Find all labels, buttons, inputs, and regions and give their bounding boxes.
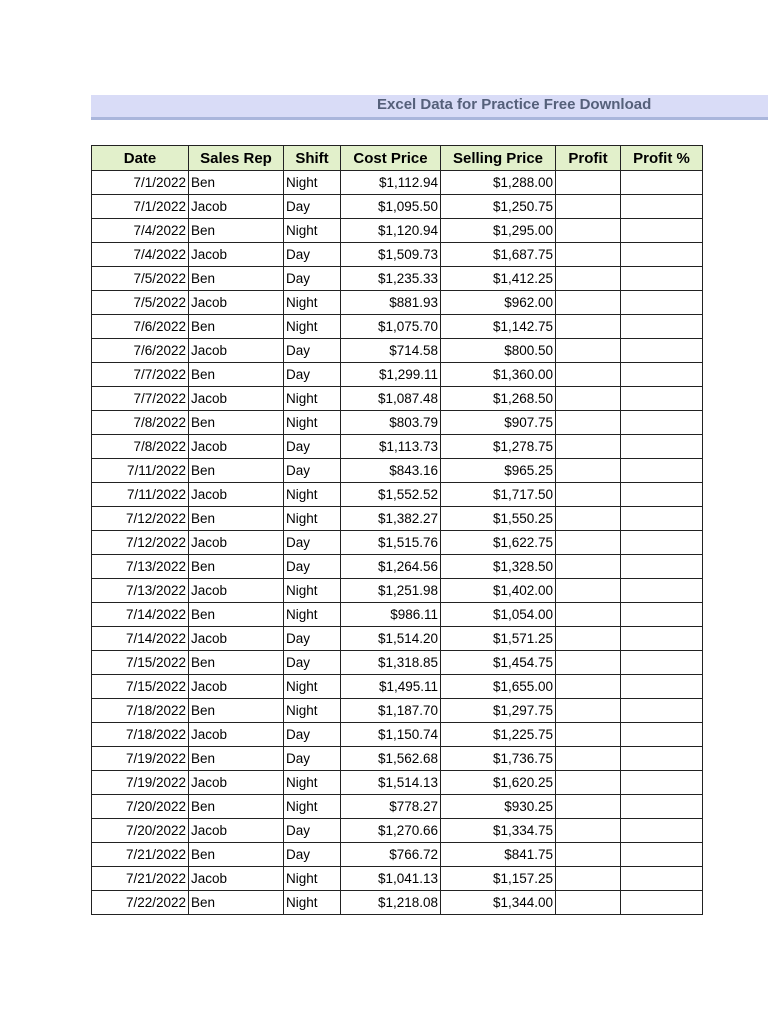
sales-rep-cell[interactable]: Ben (189, 843, 284, 867)
date-cell[interactable]: 7/11/2022 (92, 483, 189, 507)
profit-percent-cell[interactable] (621, 531, 703, 555)
shift-cell[interactable]: Night (284, 387, 341, 411)
selling-price-cell[interactable]: $1,250.75 (441, 195, 556, 219)
table-row (92, 891, 703, 915)
sales-rep-cell[interactable]: Jacob (189, 819, 284, 843)
date-cell[interactable]: 7/21/2022 (92, 867, 189, 891)
sales-rep-cell[interactable]: Jacob (189, 435, 284, 459)
header-selling-price[interactable]: Selling Price (441, 146, 556, 171)
date-cell[interactable]: 7/4/2022 (92, 243, 189, 267)
profit-cell[interactable] (556, 747, 621, 771)
profit-percent-cell[interactable] (621, 891, 703, 915)
profit-percent-cell[interactable] (621, 507, 703, 531)
selling-price-cell[interactable]: $1,412.25 (441, 267, 556, 291)
sales-rep-cell[interactable]: Jacob (189, 243, 284, 267)
table-row (92, 339, 703, 363)
header-profit[interactable]: Profit (556, 146, 621, 171)
profit-cell[interactable] (556, 555, 621, 579)
cost-price-cell[interactable]: $1,095.50 (341, 195, 441, 219)
profit-cell[interactable] (556, 603, 621, 627)
selling-price-cell[interactable]: $1,054.00 (441, 603, 556, 627)
cost-price-cell[interactable]: $766.72 (341, 843, 441, 867)
sales-rep-cell[interactable]: Jacob (189, 771, 284, 795)
profit-cell[interactable] (556, 771, 621, 795)
sales-rep-cell[interactable]: Ben (189, 651, 284, 675)
sales-rep-cell[interactable]: Ben (189, 555, 284, 579)
date-cell[interactable]: 7/7/2022 (92, 363, 189, 387)
profit-cell[interactable] (556, 651, 621, 675)
date-cell[interactable]: 7/15/2022 (92, 675, 189, 699)
table-row (92, 219, 703, 243)
sales-rep-cell[interactable]: Ben (189, 603, 284, 627)
title-bar (91, 95, 768, 120)
cost-price-cell[interactable]: $1,299.11 (341, 363, 441, 387)
profit-percent-cell[interactable] (621, 267, 703, 291)
profit-cell[interactable] (556, 627, 621, 651)
shift-cell[interactable]: Night (284, 675, 341, 699)
shift-cell[interactable]: Day (284, 819, 341, 843)
table-row (92, 267, 703, 291)
date-cell[interactable]: 7/20/2022 (92, 819, 189, 843)
profit-percent-cell[interactable] (621, 387, 703, 411)
shift-cell[interactable]: Day (284, 459, 341, 483)
selling-price-cell[interactable]: $1,225.75 (441, 723, 556, 747)
table-row (92, 507, 703, 531)
selling-price-cell[interactable]: $1,268.50 (441, 387, 556, 411)
table-row (92, 699, 703, 723)
date-cell[interactable]: 7/15/2022 (92, 651, 189, 675)
selling-price-cell[interactable]: $1,157.25 (441, 867, 556, 891)
selling-price-cell[interactable]: $1,736.75 (441, 747, 556, 771)
profit-cell[interactable] (556, 723, 621, 747)
table-row (92, 291, 703, 315)
profit-cell[interactable] (556, 315, 621, 339)
table-row (92, 723, 703, 747)
profit-cell[interactable] (556, 243, 621, 267)
shift-cell[interactable]: Night (284, 171, 341, 195)
profit-percent-cell[interactable] (621, 195, 703, 219)
sales-rep-cell[interactable]: Jacob (189, 195, 284, 219)
profit-cell[interactable] (556, 267, 621, 291)
sheet-title: Excel Data for Practice Free Download (377, 96, 652, 113)
header-profit-percent[interactable]: Profit % (621, 146, 703, 171)
cost-price-cell[interactable]: $1,187.70 (341, 699, 441, 723)
profit-percent-cell[interactable] (621, 747, 703, 771)
sales-rep-cell[interactable]: Ben (189, 219, 284, 243)
sales-rep-cell[interactable]: Ben (189, 795, 284, 819)
sales-rep-cell[interactable]: Ben (189, 747, 284, 771)
table-row (92, 459, 703, 483)
shift-cell[interactable]: Night (284, 795, 341, 819)
cost-price-cell[interactable]: $1,318.85 (341, 651, 441, 675)
table-row (92, 867, 703, 891)
profit-percent-cell[interactable] (621, 339, 703, 363)
table-row (92, 675, 703, 699)
profit-cell[interactable] (556, 483, 621, 507)
shift-cell[interactable]: Day (284, 195, 341, 219)
shift-cell[interactable]: Day (284, 531, 341, 555)
cost-price-cell[interactable]: $1,218.08 (341, 891, 441, 915)
profit-cell[interactable] (556, 195, 621, 219)
selling-price-cell[interactable]: $1,295.00 (441, 219, 556, 243)
selling-price-cell[interactable]: $1,571.25 (441, 627, 556, 651)
shift-cell[interactable]: Day (284, 363, 341, 387)
sales-rep-cell[interactable]: Ben (189, 459, 284, 483)
profit-percent-cell[interactable] (621, 483, 703, 507)
profit-cell[interactable] (556, 675, 621, 699)
cost-price-cell[interactable]: $881.93 (341, 291, 441, 315)
sales-rep-cell[interactable]: Ben (189, 411, 284, 435)
shift-cell[interactable]: Night (284, 771, 341, 795)
profit-percent-cell[interactable] (621, 459, 703, 483)
date-cell[interactable]: 7/13/2022 (92, 579, 189, 603)
date-cell[interactable]: 7/4/2022 (92, 219, 189, 243)
selling-price-cell[interactable]: $1,344.00 (441, 891, 556, 915)
profit-percent-cell[interactable] (621, 723, 703, 747)
shift-cell[interactable]: Day (284, 627, 341, 651)
cost-price-cell[interactable]: $1,120.94 (341, 219, 441, 243)
profit-cell[interactable] (556, 219, 621, 243)
selling-price-cell[interactable]: $1,142.75 (441, 315, 556, 339)
sales-rep-cell[interactable]: Ben (189, 363, 284, 387)
sales-rep-cell[interactable]: Jacob (189, 483, 284, 507)
header-cost-price[interactable]: Cost Price (341, 146, 441, 171)
date-cell[interactable]: 7/13/2022 (92, 555, 189, 579)
sales-rep-cell[interactable]: Ben (189, 507, 284, 531)
profit-percent-cell[interactable] (621, 171, 703, 195)
selling-price-cell[interactable]: $1,278.75 (441, 435, 556, 459)
cost-price-cell[interactable]: $1,150.74 (341, 723, 441, 747)
cost-price-cell[interactable]: $1,251.98 (341, 579, 441, 603)
table-row (92, 363, 703, 387)
cost-price-cell[interactable]: $714.58 (341, 339, 441, 363)
profit-cell[interactable] (556, 171, 621, 195)
selling-price-cell[interactable]: $1,402.00 (441, 579, 556, 603)
date-cell[interactable]: 7/14/2022 (92, 603, 189, 627)
cost-price-cell[interactable]: $1,552.52 (341, 483, 441, 507)
selling-price-cell[interactable]: $1,550.25 (441, 507, 556, 531)
shift-cell[interactable]: Night (284, 867, 341, 891)
profit-percent-cell[interactable] (621, 435, 703, 459)
profit-percent-cell[interactable] (621, 603, 703, 627)
shift-cell[interactable]: Night (284, 411, 341, 435)
table-row (92, 315, 703, 339)
profit-cell[interactable] (556, 459, 621, 483)
date-cell[interactable]: 7/8/2022 (92, 435, 189, 459)
date-cell[interactable]: 7/11/2022 (92, 459, 189, 483)
date-cell[interactable]: 7/18/2022 (92, 723, 189, 747)
profit-cell[interactable] (556, 579, 621, 603)
shift-cell[interactable]: Night (284, 603, 341, 627)
shift-cell[interactable]: Night (284, 219, 341, 243)
table-row (92, 531, 703, 555)
sales-rep-cell[interactable]: Ben (189, 699, 284, 723)
selling-price-cell[interactable]: $800.50 (441, 339, 556, 363)
profit-cell[interactable] (556, 387, 621, 411)
sales-rep-cell[interactable]: Jacob (189, 723, 284, 747)
cost-price-cell[interactable]: $1,382.27 (341, 507, 441, 531)
shift-cell[interactable]: Day (284, 267, 341, 291)
selling-price-cell[interactable]: $1,717.50 (441, 483, 556, 507)
header-date[interactable]: Date (92, 146, 189, 171)
date-cell[interactable]: 7/6/2022 (92, 339, 189, 363)
shift-cell[interactable]: Night (284, 699, 341, 723)
profit-cell[interactable] (556, 819, 621, 843)
profit-cell[interactable] (556, 507, 621, 531)
date-cell[interactable]: 7/19/2022 (92, 771, 189, 795)
selling-price-cell[interactable]: $1,288.00 (441, 171, 556, 195)
sales-table (91, 145, 703, 915)
selling-price-cell[interactable]: $1,360.00 (441, 363, 556, 387)
profit-percent-cell[interactable] (621, 555, 703, 579)
profit-cell[interactable] (556, 339, 621, 363)
profit-percent-cell[interactable] (621, 243, 703, 267)
profit-percent-cell[interactable] (621, 219, 703, 243)
shift-cell[interactable]: Night (284, 291, 341, 315)
table-row (92, 387, 703, 411)
cost-price-cell[interactable]: $1,514.13 (341, 771, 441, 795)
selling-price-cell[interactable]: $1,328.50 (441, 555, 556, 579)
profit-cell[interactable] (556, 891, 621, 915)
date-cell[interactable]: 7/20/2022 (92, 795, 189, 819)
cost-price-cell[interactable]: $986.11 (341, 603, 441, 627)
table-row (92, 771, 703, 795)
profit-cell[interactable] (556, 843, 621, 867)
selling-price-cell[interactable]: $965.25 (441, 459, 556, 483)
table-row (92, 627, 703, 651)
cost-price-cell[interactable]: $803.79 (341, 411, 441, 435)
table-row (92, 243, 703, 267)
table-row (92, 747, 703, 771)
date-cell[interactable]: 7/7/2022 (92, 387, 189, 411)
shift-cell[interactable]: Day (284, 651, 341, 675)
profit-cell[interactable] (556, 795, 621, 819)
selling-price-cell[interactable]: $1,454.75 (441, 651, 556, 675)
table-row (92, 171, 703, 195)
date-cell[interactable]: 7/6/2022 (92, 315, 189, 339)
shift-cell[interactable]: Night (284, 507, 341, 531)
date-cell[interactable]: 7/1/2022 (92, 171, 189, 195)
selling-price-cell[interactable]: $1,622.75 (441, 531, 556, 555)
cost-price-cell[interactable]: $1,264.56 (341, 555, 441, 579)
shift-cell[interactable]: Night (284, 579, 341, 603)
profit-cell[interactable] (556, 531, 621, 555)
shift-cell[interactable]: Day (284, 435, 341, 459)
sales-rep-cell[interactable]: Ben (189, 171, 284, 195)
sales-rep-cell[interactable]: Jacob (189, 867, 284, 891)
profit-percent-cell[interactable] (621, 675, 703, 699)
cost-price-cell[interactable]: $1,509.73 (341, 243, 441, 267)
profit-cell[interactable] (556, 435, 621, 459)
cost-price-cell[interactable]: $1,235.33 (341, 267, 441, 291)
profit-percent-cell[interactable] (621, 363, 703, 387)
selling-price-cell[interactable]: $1,334.75 (441, 819, 556, 843)
sales-rep-cell[interactable]: Ben (189, 891, 284, 915)
shift-cell[interactable]: Night (284, 483, 341, 507)
profit-percent-cell[interactable] (621, 651, 703, 675)
profit-percent-cell[interactable] (621, 819, 703, 843)
profit-percent-cell[interactable] (621, 579, 703, 603)
shift-cell[interactable]: Day (284, 339, 341, 363)
date-cell[interactable]: 7/18/2022 (92, 699, 189, 723)
profit-percent-cell[interactable] (621, 699, 703, 723)
cost-price-cell[interactable]: $1,562.68 (341, 747, 441, 771)
header-sales-rep[interactable]: Sales Rep (189, 146, 284, 171)
profit-cell[interactable] (556, 867, 621, 891)
date-cell[interactable]: 7/5/2022 (92, 267, 189, 291)
table-row (92, 579, 703, 603)
header-row (92, 146, 703, 171)
profit-cell[interactable] (556, 411, 621, 435)
shift-cell[interactable]: Day (284, 243, 341, 267)
header-shift[interactable]: Shift (284, 146, 341, 171)
cost-price-cell[interactable]: $843.16 (341, 459, 441, 483)
sales-rep-cell[interactable]: Jacob (189, 339, 284, 363)
shift-cell[interactable]: Day (284, 555, 341, 579)
date-cell[interactable]: 7/12/2022 (92, 531, 189, 555)
shift-cell[interactable]: Day (284, 843, 341, 867)
sales-rep-cell[interactable]: Jacob (189, 387, 284, 411)
sales-rep-cell[interactable]: Jacob (189, 291, 284, 315)
cost-price-cell[interactable]: $1,041.13 (341, 867, 441, 891)
table-row (92, 195, 703, 219)
table-row (92, 843, 703, 867)
selling-price-cell[interactable]: $907.75 (441, 411, 556, 435)
date-cell[interactable]: 7/5/2022 (92, 291, 189, 315)
sales-rep-cell[interactable]: Jacob (189, 531, 284, 555)
cost-price-cell[interactable]: $1,112.94 (341, 171, 441, 195)
table-row (92, 603, 703, 627)
sales-rep-cell[interactable]: Ben (189, 315, 284, 339)
cost-price-cell[interactable]: $1,270.66 (341, 819, 441, 843)
sales-rep-cell[interactable]: Jacob (189, 675, 284, 699)
profit-percent-cell[interactable] (621, 627, 703, 651)
profit-cell[interactable] (556, 363, 621, 387)
date-cell[interactable]: 7/1/2022 (92, 195, 189, 219)
profit-percent-cell[interactable] (621, 411, 703, 435)
profit-percent-cell[interactable] (621, 291, 703, 315)
date-cell[interactable]: 7/22/2022 (92, 891, 189, 915)
profit-percent-cell[interactable] (621, 795, 703, 819)
table-row (92, 651, 703, 675)
profit-cell[interactable] (556, 699, 621, 723)
cost-price-cell[interactable]: $1,075.70 (341, 315, 441, 339)
selling-price-cell[interactable]: $1,655.00 (441, 675, 556, 699)
date-cell[interactable]: 7/14/2022 (92, 627, 189, 651)
shift-cell[interactable]: Night (284, 315, 341, 339)
profit-percent-cell[interactable] (621, 315, 703, 339)
sales-rep-cell[interactable]: Ben (189, 267, 284, 291)
selling-price-cell[interactable]: $962.00 (441, 291, 556, 315)
selling-price-cell[interactable]: $1,687.75 (441, 243, 556, 267)
cost-price-cell[interactable]: $1,514.20 (341, 627, 441, 651)
table-row (92, 555, 703, 579)
selling-price-cell[interactable]: $1,297.75 (441, 699, 556, 723)
sales-rep-cell[interactable]: Jacob (189, 579, 284, 603)
table-row (92, 483, 703, 507)
cost-price-cell[interactable]: $1,495.11 (341, 675, 441, 699)
date-cell[interactable]: 7/19/2022 (92, 747, 189, 771)
shift-cell[interactable]: Day (284, 747, 341, 771)
shift-cell[interactable]: Night (284, 891, 341, 915)
selling-price-cell[interactable]: $841.75 (441, 843, 556, 867)
profit-percent-cell[interactable] (621, 771, 703, 795)
date-cell[interactable]: 7/12/2022 (92, 507, 189, 531)
table-row (92, 795, 703, 819)
table-row (92, 819, 703, 843)
profit-cell[interactable] (556, 291, 621, 315)
profit-percent-cell[interactable] (621, 843, 703, 867)
date-cell[interactable]: 7/21/2022 (92, 843, 189, 867)
profit-percent-cell[interactable] (621, 867, 703, 891)
sales-rep-cell[interactable]: Jacob (189, 627, 284, 651)
date-cell[interactable]: 7/8/2022 (92, 411, 189, 435)
cost-price-cell[interactable]: $1,087.48 (341, 387, 441, 411)
shift-cell[interactable]: Day (284, 723, 341, 747)
selling-price-cell[interactable]: $930.25 (441, 795, 556, 819)
cost-price-cell[interactable]: $1,515.76 (341, 531, 441, 555)
table-row (92, 435, 703, 459)
cost-price-cell[interactable]: $778.27 (341, 795, 441, 819)
table-row (92, 411, 703, 435)
selling-price-cell[interactable]: $1,620.25 (441, 771, 556, 795)
cost-price-cell[interactable]: $1,113.73 (341, 435, 441, 459)
